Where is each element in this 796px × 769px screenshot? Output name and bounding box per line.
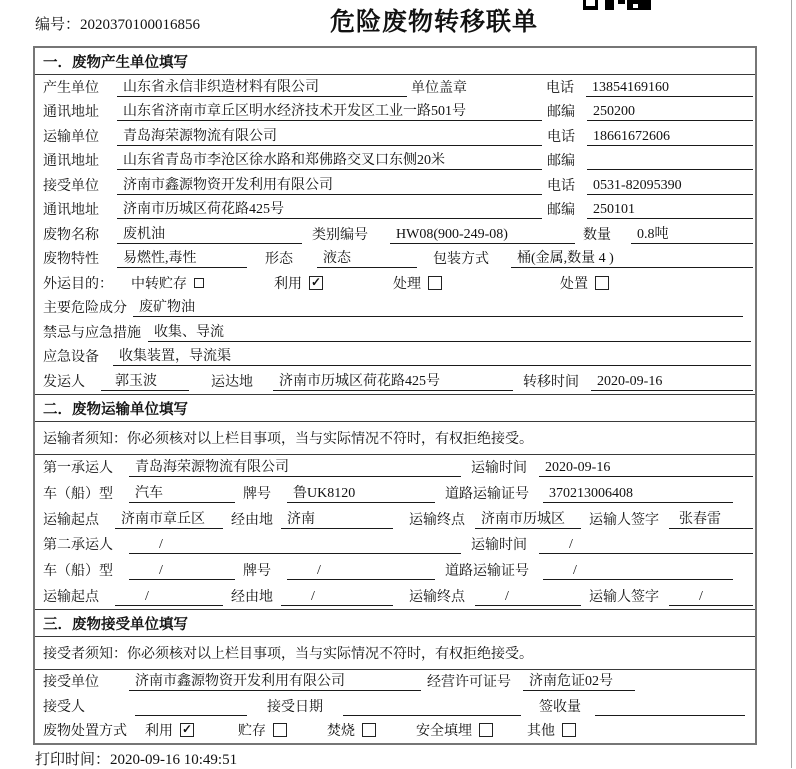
second-carrier-field: / xyxy=(129,537,461,554)
producer-row xyxy=(35,369,755,394)
purpose-disposal-label: 处置 xyxy=(560,273,588,293)
hazard-component-field: 废矿物油 xyxy=(133,296,743,317)
road-permit-label: 道路运输证号 xyxy=(445,483,543,503)
qr-code-fragment-icon xyxy=(583,0,653,11)
quantity-label: 数量 xyxy=(583,224,631,244)
second-carrier-label: 第二承运人 xyxy=(43,534,129,554)
print-time xyxy=(35,748,237,769)
road-permit2-field: / xyxy=(543,563,733,580)
serial-number xyxy=(35,13,200,34)
transfer-form-table xyxy=(33,46,757,745)
emergency-measures-field: 收集、导流 xyxy=(148,321,751,342)
quantity-field: 0.8吨 xyxy=(631,223,753,244)
origin-field: 济南市章丘区 xyxy=(115,508,223,529)
emergency-equipment-field: 收集装置，导流渠 xyxy=(113,345,751,366)
disposal-use-label: 利用 xyxy=(145,720,173,740)
license-number-field: 济南危证02号 xyxy=(523,670,635,691)
carrier-signature-label: 运输人签字 xyxy=(589,509,669,529)
disposal-method-label: 废物处置方式 xyxy=(43,720,129,740)
shipper-label: 发运人 xyxy=(43,371,101,391)
via2-label: 经由地 xyxy=(231,586,281,606)
waste-name-label: 废物名称 xyxy=(43,224,117,244)
producer-row xyxy=(35,198,755,223)
purpose-use-label: 利用 xyxy=(274,273,302,293)
transporter-row xyxy=(35,583,755,609)
packaging-field: 桶(金属,数量 4 ) xyxy=(511,247,753,268)
received-quantity-field xyxy=(595,715,745,716)
plate-number2-field: / xyxy=(287,563,435,580)
disposal-landfill-checkbox xyxy=(416,720,493,740)
accept-date-field xyxy=(343,715,521,716)
destination-field: 济南市历城区荷花路425号 xyxy=(273,370,513,391)
receiver-phone-label: 电话 xyxy=(547,175,587,195)
vehicle-type2-field: / xyxy=(129,563,235,580)
endpoint-label: 运输终点 xyxy=(409,509,475,529)
producer-row xyxy=(35,320,755,345)
transport-unit-field: 青岛海荣源物流有限公司 xyxy=(117,125,542,146)
disposal-landfill-label: 安全填埋 xyxy=(416,720,472,740)
first-carrier-field: 青岛海荣源物流有限公司 xyxy=(129,456,461,477)
purpose-treatment-checkbox xyxy=(393,273,442,293)
producer-address-label: 通讯地址 xyxy=(43,101,117,121)
receiver-row xyxy=(35,743,755,745)
checkbox-unchecked-icon xyxy=(562,723,576,737)
producer-row xyxy=(35,75,755,100)
producer-row xyxy=(35,124,755,149)
producer-row xyxy=(35,173,755,198)
producer-postcode-label: 邮编 xyxy=(547,101,587,121)
producer-row xyxy=(35,271,755,296)
carrier-signature2-label: 运输人签字 xyxy=(589,586,669,606)
carrier-signature2-field: / xyxy=(669,589,753,606)
acceptor-label: 接受人 xyxy=(43,696,135,716)
origin2-label: 运输起点 xyxy=(43,586,115,606)
emergency-equipment-label: 应急设备 xyxy=(43,346,113,366)
disposal-incineration-checkbox xyxy=(327,720,376,740)
transporter-row xyxy=(35,455,755,481)
disposal-storage-label: 贮存 xyxy=(238,720,266,740)
hazard-component-label: 主要危险成分 xyxy=(43,297,133,317)
transport-phone-field: 18661672606 xyxy=(587,129,753,146)
receiver-row xyxy=(35,670,755,695)
receiver-address-field: 济南市历城区荷花路425号 xyxy=(117,198,542,219)
transporter-row xyxy=(35,506,755,532)
checkbox-unchecked-icon xyxy=(194,278,204,288)
acceptor-field xyxy=(135,715,247,716)
disposal-other-label: 其他 xyxy=(527,720,555,740)
print-time-label: 打印时间： xyxy=(35,752,110,768)
plate-number-field: 鲁UK8120 xyxy=(287,482,435,503)
receiver-unit-field: 济南市鑫源物资开发利用有限公司 xyxy=(117,174,542,195)
transport-time-field: 2020-09-16 xyxy=(539,460,753,477)
transporter-row xyxy=(35,532,755,558)
disposal-storage-checkbox xyxy=(238,720,287,740)
origin2-field: / xyxy=(115,589,223,606)
producer-row xyxy=(35,222,755,247)
waste-property-label: 废物特性 xyxy=(43,248,117,268)
form-label: 形态 xyxy=(265,248,317,268)
transfer-time-field: 2020-09-16 xyxy=(591,374,753,391)
transport-time-label: 运输时间 xyxy=(471,457,539,477)
receiver-postcode-field: 250101 xyxy=(587,202,753,219)
via2-field: / xyxy=(281,589,393,606)
transporter-row xyxy=(35,480,755,506)
transfer-purpose-label: 外运目的： xyxy=(43,273,131,293)
section-producer-header: 一．废物产生单位填写 xyxy=(35,48,755,75)
via-label: 经由地 xyxy=(231,509,281,529)
carrier-signature-field: 张春雷 xyxy=(669,508,753,529)
producer-address-field: 山东省济南市章丘区明水经济技术开发区工业一路501号 xyxy=(117,100,542,121)
purpose-transit-storage-label: 中转贮存 xyxy=(131,273,187,293)
receiver-address-label: 通讯地址 xyxy=(43,199,117,219)
receiver-row xyxy=(35,719,755,744)
transporter-row xyxy=(35,557,755,583)
checkbox-unchecked-icon xyxy=(428,276,442,290)
checkbox-checked-icon: ✓ xyxy=(180,723,194,737)
road-permit2-label: 道路运输证号 xyxy=(445,560,543,580)
vehicle-type-label: 车（船）型 xyxy=(43,483,129,503)
checkbox-unchecked-icon xyxy=(273,723,287,737)
checkbox-unchecked-icon xyxy=(479,723,493,737)
transfer-time-label: 转移时间 xyxy=(523,371,591,391)
producer-row xyxy=(35,296,755,321)
serial-value: 2020370100016856 xyxy=(80,17,200,33)
transport-address-field: 山东省青岛市李沧区徐水路和郑佛路交叉口东侧20米 xyxy=(117,149,542,170)
purpose-use-checkbox xyxy=(274,273,323,293)
emergency-measures-label: 禁忌与应急措施 xyxy=(43,322,148,342)
first-carrier-label: 第一承运人 xyxy=(43,457,129,477)
producer-unit-label: 产生单位 xyxy=(43,77,117,97)
received-quantity-label: 签收量 xyxy=(539,696,595,716)
form-field: 液态 xyxy=(317,247,417,268)
origin-label: 运输起点 xyxy=(43,509,115,529)
purpose-treatment-label: 处理 xyxy=(393,273,421,293)
page-right-edge xyxy=(791,0,792,768)
producer-unit-field: 山东省永信非织造材料有限公司 xyxy=(117,76,407,97)
transport-time2-label: 运输时间 xyxy=(471,534,539,554)
endpoint2-field: / xyxy=(475,589,581,606)
producer-row xyxy=(35,149,755,174)
purpose-transit-storage-checkbox xyxy=(131,273,204,293)
license-number-label: 经营许可证号 xyxy=(427,671,523,691)
unit-seal-label: 单位盖章 xyxy=(411,77,546,97)
endpoint-field: 济南市历城区 xyxy=(475,508,581,529)
via-field: 济南 xyxy=(281,508,393,529)
destination-label: 运达地 xyxy=(211,371,267,391)
waste-name-field: 废机油 xyxy=(117,223,302,244)
category-code-field: HW08(900-249-08) xyxy=(390,227,575,244)
serial-label: 编号： xyxy=(35,17,80,33)
producer-row xyxy=(35,345,755,370)
packaging-label: 包装方式 xyxy=(433,248,511,268)
checkbox-unchecked-icon xyxy=(595,276,609,290)
endpoint2-label: 运输终点 xyxy=(409,586,475,606)
plate-number-label: 牌号 xyxy=(243,483,287,503)
transport-address-label: 通讯地址 xyxy=(43,150,117,170)
waste-property-field: 易燃性,毒性 xyxy=(117,247,247,268)
disposal-use-checkbox xyxy=(145,720,194,740)
vehicle-type-field: 汽车 xyxy=(129,482,235,503)
accepting-unit-field: 济南市鑫源物资开发利用有限公司 xyxy=(129,670,421,691)
category-code-label: 类别编号 xyxy=(312,224,390,244)
producer-row xyxy=(35,100,755,125)
transport-unit-label: 运输单位 xyxy=(43,126,117,146)
receiver-unit-label: 接受单位 xyxy=(43,175,117,195)
disposal-incineration-label: 焚烧 xyxy=(327,720,355,740)
shipper-field: 郭玉波 xyxy=(101,370,189,391)
disposal-other-checkbox xyxy=(527,720,576,740)
transport-time2-field: / xyxy=(539,537,753,554)
transport-postcode-label: 邮编 xyxy=(547,150,587,170)
producer-phone-field: 13854169160 xyxy=(586,80,753,97)
transport-postcode-field xyxy=(587,169,753,170)
checkbox-unchecked-icon xyxy=(362,723,376,737)
section-transporter-header: 二．废物运输单位填写 xyxy=(35,394,755,422)
producer-phone-label: 电话 xyxy=(546,77,586,97)
producer-postcode-field: 250200 xyxy=(587,104,753,121)
section-receiver-note: 接受者须知：你必须核对以上栏目事项，当与实际情况不符时，有权拒绝接受。 xyxy=(35,637,755,670)
receiver-row xyxy=(35,694,755,719)
checkbox-checked-icon: ✓ xyxy=(309,276,323,290)
receiver-postcode-label: 邮编 xyxy=(547,199,587,219)
receiver-phone-field: 0531-82095390 xyxy=(587,178,753,195)
plate-number2-label: 牌号 xyxy=(243,560,287,580)
accepting-unit-label: 接受单位 xyxy=(43,671,129,691)
transport-phone-label: 电话 xyxy=(547,126,587,146)
print-time-value: 2020-09-16 10:49:51 xyxy=(110,752,237,768)
purpose-disposal-checkbox xyxy=(560,273,609,293)
road-permit-field: 370213006408 xyxy=(543,486,733,503)
section-receiver-header: 三．废物接受单位填写 xyxy=(35,609,755,637)
vehicle-type2-label: 车（船）型 xyxy=(43,560,129,580)
section-transporter-note: 运输者须知：你必须核对以上栏目事项，当与实际情况不符时，有权拒绝接受。 xyxy=(35,422,755,455)
accept-date-label: 接受日期 xyxy=(267,696,343,716)
page-title: 危险废物转移联单 xyxy=(330,2,538,38)
producer-row xyxy=(35,247,755,272)
